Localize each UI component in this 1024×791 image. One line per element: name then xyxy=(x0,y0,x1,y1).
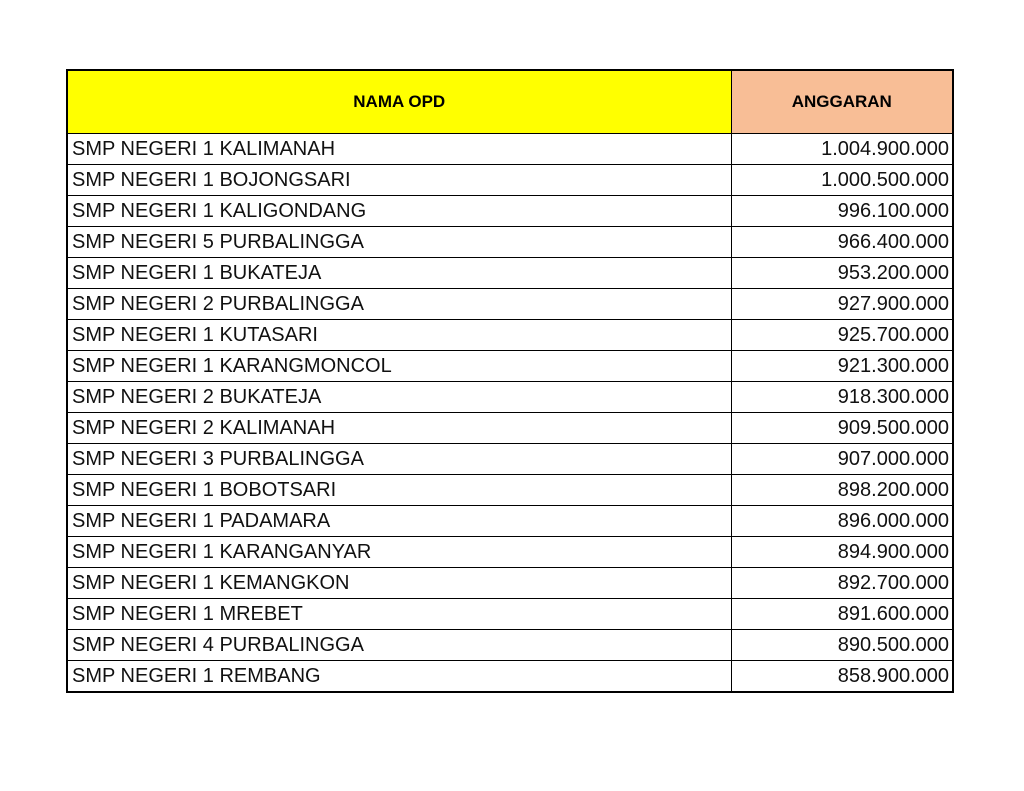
table-row xyxy=(67,320,953,351)
anggaran-cell: 909.500.000 xyxy=(731,413,953,444)
anggaran-cell: 1.000.500.000 xyxy=(731,165,953,196)
budget-table xyxy=(66,69,954,693)
anggaran-cell: 996.100.000 xyxy=(731,196,953,227)
table-row xyxy=(67,196,953,227)
column-header-nama-opd: NAMA OPD xyxy=(67,70,731,134)
anggaran-cell: 896.000.000 xyxy=(731,506,953,537)
table-row xyxy=(67,506,953,537)
opd-name-cell: SMP NEGERI 2 BUKATEJA xyxy=(67,382,731,413)
opd-name-cell: SMP NEGERI 1 BUKATEJA xyxy=(67,258,731,289)
anggaran-cell: 890.500.000 xyxy=(731,630,953,661)
anggaran-cell: 927.900.000 xyxy=(731,289,953,320)
anggaran-cell: 858.900.000 xyxy=(731,661,953,693)
opd-name-cell: SMP NEGERI 1 BOJONGSARI xyxy=(67,165,731,196)
opd-name-cell: SMP NEGERI 5 PURBALINGGA xyxy=(67,227,731,258)
table-row xyxy=(67,661,953,693)
table-row xyxy=(67,475,953,506)
anggaran-cell: 966.400.000 xyxy=(731,227,953,258)
opd-name-cell: SMP NEGERI 2 PURBALINGGA xyxy=(67,289,731,320)
table-row xyxy=(67,630,953,661)
opd-name-cell: SMP NEGERI 1 KARANGMONCOL xyxy=(67,351,731,382)
table-row xyxy=(67,227,953,258)
opd-name-cell: SMP NEGERI 1 KARANGANYAR xyxy=(67,537,731,568)
anggaran-cell: 918.300.000 xyxy=(731,382,953,413)
table-header-row xyxy=(67,70,953,134)
anggaran-cell: 898.200.000 xyxy=(731,475,953,506)
table-row xyxy=(67,165,953,196)
table-row xyxy=(67,289,953,320)
anggaran-cell: 925.700.000 xyxy=(731,320,953,351)
table-row xyxy=(67,413,953,444)
table-row xyxy=(67,537,953,568)
table-row xyxy=(67,258,953,289)
opd-name-cell: SMP NEGERI 1 PADAMARA xyxy=(67,506,731,537)
anggaran-cell: 907.000.000 xyxy=(731,444,953,475)
anggaran-cell: 953.200.000 xyxy=(731,258,953,289)
opd-name-cell: SMP NEGERI 4 PURBALINGGA xyxy=(67,630,731,661)
opd-name-cell: SMP NEGERI 2 KALIMANAH xyxy=(67,413,731,444)
opd-name-cell: SMP NEGERI 1 REMBANG xyxy=(67,661,731,693)
table-row xyxy=(67,568,953,599)
opd-name-cell: SMP NEGERI 1 KUTASARI xyxy=(67,320,731,351)
anggaran-cell: 1.004.900.000 xyxy=(731,134,953,165)
table-row xyxy=(67,351,953,382)
anggaran-cell: 891.600.000 xyxy=(731,599,953,630)
table-row xyxy=(67,382,953,413)
opd-name-cell: SMP NEGERI 1 BOBOTSARI xyxy=(67,475,731,506)
opd-name-cell: SMP NEGERI 1 MREBET xyxy=(67,599,731,630)
anggaran-cell: 921.300.000 xyxy=(731,351,953,382)
opd-name-cell: SMP NEGERI 3 PURBALINGGA xyxy=(67,444,731,475)
anggaran-cell: 892.700.000 xyxy=(731,568,953,599)
opd-name-cell: SMP NEGERI 1 KALIGONDANG xyxy=(67,196,731,227)
table-row xyxy=(67,599,953,630)
opd-name-cell: SMP NEGERI 1 KALIMANAH xyxy=(67,134,731,165)
table-row xyxy=(67,134,953,165)
column-header-anggaran: ANGGARAN xyxy=(731,70,953,134)
table-row xyxy=(67,444,953,475)
anggaran-cell: 894.900.000 xyxy=(731,537,953,568)
opd-name-cell: SMP NEGERI 1 KEMANGKON xyxy=(67,568,731,599)
